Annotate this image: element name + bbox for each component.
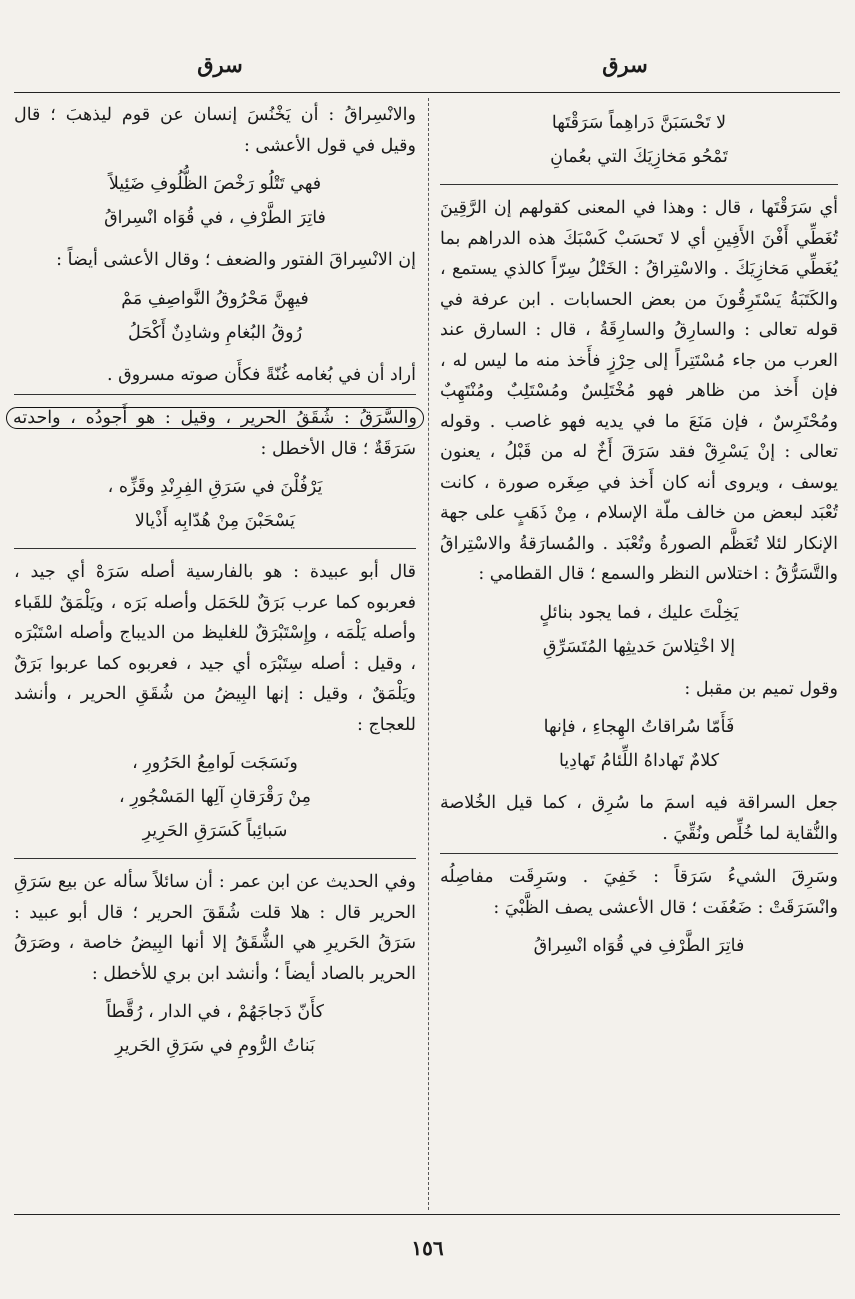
verse-line: فاتِرَ الطَّرْفِ ، في قُوَاه انْسِراقُ xyxy=(104,208,326,228)
right-verse-4 xyxy=(440,929,838,963)
verse-line: ونَسَجَت لَوامِعُ الحَرُورِ ، xyxy=(132,753,298,773)
left-paragraph-1: والانْسِراقُ : أن يَخْنُسَ إنسان عن قوم ليذهبَ ؛ قال وقيل في قول الأعشى : xyxy=(14,105,416,156)
right-verse-2 xyxy=(440,596,838,664)
left-verse-1 xyxy=(14,167,416,235)
left-paragraph-3: أراد أن في بُغامه غُنّةً فكأَن صوته مسروق . xyxy=(107,364,416,385)
left-paragraph-6: وفي الحديث عن ابن عمر : أن سائلاً سأله عن بيع سَرَقِ الحرير قال : هلا قلت شُقَقَ الحرير ؛ قال أبو عبيد : سَرَقُ الحَريرِ هي الشُّقَقُ إلا أنها البِيضُ خاصة ، وصَرَقُ الحرير بالصاد أيضاً ؛ وأنشد ابن بري للأخطل : xyxy=(14,872,416,984)
right-paragraph-3: جعل السراقة فيه اسمَ ما سُرِق ، كما قيل الخُلاصة والنُّقاية لما خُلِّص ونُقِّيَ . xyxy=(440,793,838,844)
left-paragraph-4 xyxy=(14,403,416,464)
verse-line: يَسْحَبْنَ مِنْ هُدّابِه أَذْيالا xyxy=(134,511,296,531)
left-verse-3 xyxy=(14,470,416,538)
left-verse-4 xyxy=(14,746,416,848)
left-column xyxy=(14,100,416,1073)
verse-line: فاتِرَ الطَّرْفِ في قُوَاه انْسِراقُ xyxy=(533,936,745,956)
page-number: ١٥٦ xyxy=(411,1236,444,1260)
verse-line: تَمْحُو مَخازِيَكَ التي بعُمانِ xyxy=(550,147,728,167)
separator-line xyxy=(14,548,416,549)
verse-line: يَخِلْتَ عليك ، فما يجود بنائلٍ xyxy=(539,602,739,623)
verse-line: فهي تَتْلُو رَخْصَ الظُّلُوفِ ضَئِيلاً xyxy=(108,174,322,194)
left-verse-2 xyxy=(14,282,416,350)
right-paragraph-2: وقول تميم بن مقبل : xyxy=(684,678,838,699)
verse-line: كأَنّ دَجاجَهُمْ ، في الدار ، رُقَّطاً xyxy=(106,1002,324,1022)
right-verse-1 xyxy=(440,106,838,174)
separator-line xyxy=(14,858,416,859)
separator-line xyxy=(14,394,416,395)
verse-line: سَبائِباً كَسَرَقِ الحَرِيرِ xyxy=(142,821,288,841)
bottom-rule xyxy=(14,1214,840,1215)
right-column xyxy=(440,100,838,973)
verse-line: يَرْفُلْنَ في سَرَقِ الفِرِنْدِ وقَزِّه ، xyxy=(107,477,323,497)
verse-line: بَناتُ الرُّومِ في سَرَقِ الحَريرِ xyxy=(115,1036,315,1056)
verse-line: فَأَمّا سُراقاتُ الهِجاءِ ، فإنها xyxy=(543,717,735,737)
right-paragraph-1: أي سَرَقْتَها ، قال : وهذا في المعنى كقولهم إن الرَّقِينَ تُغَطِّي أَفْنَ الأَفِينِ أي لا تَحسَبْ كَسْبَكَ هذه الدراهم بما يُغَطِّي مَخازِيَكَ . والاسْتِراقُ : الخَتْلُ سِرّاً كالذي يستمع ، والكَتَبَةُ يَسْتَرِقُونَ من بعض الحسابات . ابن عرفة في قوله تعالى : والسارِقُ والسارِقَةُ ، قال : السارق عند العرب من جاء مُسْتَتِراً إلى حِرْزٍ فأَخذ منه ما ليس له ، فإن أَخذ من ظاهر فهو مُخْتَلِسٌ ومُسْتَلِبٌ ومُنْتَهِبٌ ومُحْتَرِسٌ ، فإن مَنَعَ ما في يديه فهو غاصب . وقوله تعالى : إنْ يَسْرِقْ فقد سَرَقَ أَخٌ له من قَبْلُ ، يعنون يوسف ، ويروى أنه كان أَخذ في صِغَره صورة ، كانت تُعْبَد لبعض من خالف ملّة الإسلام ، مِنْ ذَهَبٍ على جهة الإنكار لئلا تُعَظَّم الصورةُ وتُعْبَد . والمُسارَقةُ والاسْتِراقُ والتَّسَرُّقُ : اختلاس النظر والسمع ؛ قال القطامي : xyxy=(440,198,838,584)
top-rule xyxy=(14,92,840,93)
verse-line: مِنْ رَقْرَقانِ آلِها المَسْجُورِ ، xyxy=(119,787,311,807)
verse-line: فيهِنَّ مَحْرُوقُ النَّواصِفِ مَمْ xyxy=(121,288,309,309)
separator-line xyxy=(440,184,838,185)
header-right-title: سرق xyxy=(602,52,648,77)
entry-continuation: سَرَقَةٌ ؛ قال الأخطل : xyxy=(260,438,416,459)
right-paragraph-4: وسَرِقَ الشيءُ سَرَقاً : خَفِيَ . وسَرِقَت مفاصِلُه وانْسَرَقَتْ : ضَعُفَت ؛ قال الأعشى يصف الظَّبْيَ : xyxy=(440,867,838,918)
separator-line xyxy=(440,853,838,854)
circled-entry: والسَّرَقُ : شُقَقُ الحرير ، وقيل : هو أَجودُه ، واحدته xyxy=(6,407,424,429)
column-divider xyxy=(428,98,429,1210)
verse-line: كلامٌ تَهاداهُ اللِّئامُ تَهادِيا xyxy=(558,751,720,771)
verse-line: لا تَحْسَبَنَّ دَراهِماً سَرَقْتَها xyxy=(551,113,727,133)
header-left-title: سرق xyxy=(197,52,243,77)
left-paragraph-2: إن الانْسِراقَ الفتور والضعف ؛ وقال الأعشى أيضاً : xyxy=(56,250,416,270)
right-verse-3 xyxy=(440,710,838,778)
verse-line: إلا اخْتِلاسَ حَديثِها المُتَسَرِّقِ xyxy=(542,636,736,657)
verse-line: رُوقُ البُغامِ وشادِنٌ أَكْحَلُ xyxy=(127,322,303,343)
left-verse-5 xyxy=(14,995,416,1063)
left-paragraph-5: قال أبو عبيدة : هو بالفارسية أصله سَرَهْ أي جيد ، فعربوه كما عرب بَرَقٌ للحَمَل وأصله بَرَه ، ويَلْمَقٌ للقَباء وأصله يَلْمَه ، وإِسْتَبْرَقٌ للغليظ من الديباج وأصله اسْتَبْرَه ، وقيل : أصله سِتَبْرَه أي جيد ، فعربوه كما عربوا بَرَقٌ ويَلْمَقٌ ، وقيل : إنها البِيضُ من شُقَقِ الحرير ، وأنشد للعجاج : xyxy=(14,562,416,735)
